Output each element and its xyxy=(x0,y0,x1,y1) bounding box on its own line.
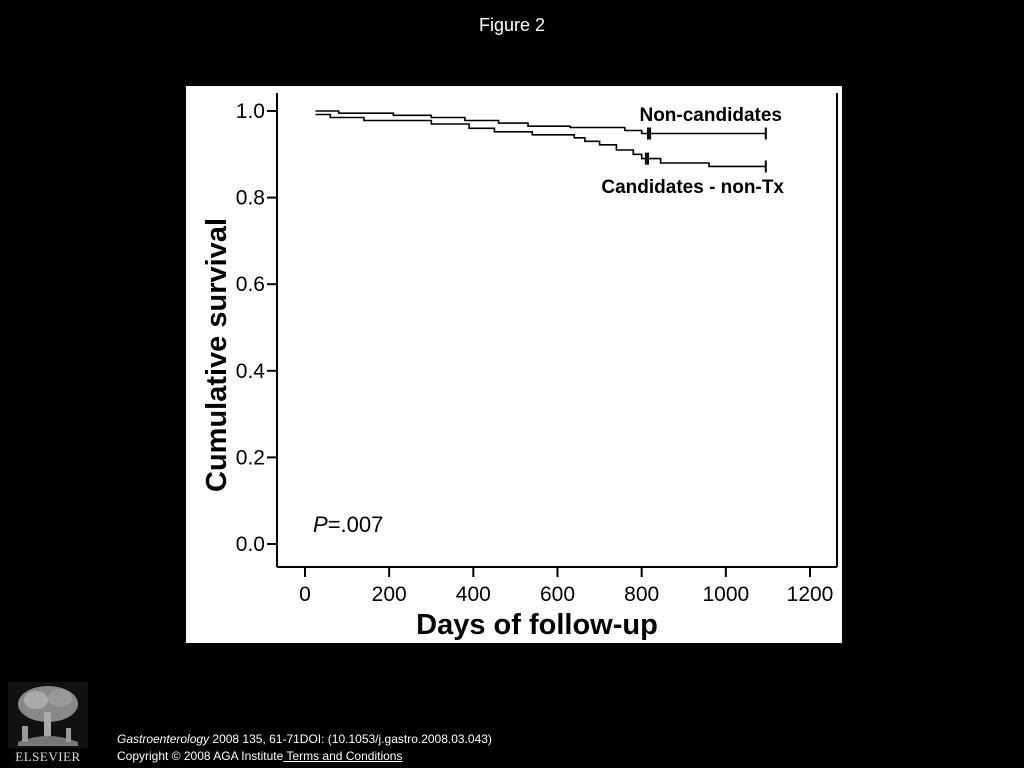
y-tick-label: 0.8 xyxy=(235,186,265,210)
y-tick-label: 0.2 xyxy=(235,446,265,470)
citation-line xyxy=(117,731,492,748)
x-tick-label: 600 xyxy=(539,583,576,606)
x-tick-label: 0 xyxy=(299,583,311,606)
y-tick-label: 0.0 xyxy=(235,533,265,556)
x-tick-label: 400 xyxy=(455,583,491,606)
citation xyxy=(117,731,492,765)
p-value-symbol: P xyxy=(313,512,328,537)
x-tick-label: 200 xyxy=(371,583,407,606)
copyright-line xyxy=(117,748,492,765)
terms-link[interactable]: Terms and Conditions xyxy=(283,749,403,763)
citation-details: 2008 135, 61-71DOI: (10.1053/j.gastro.2008.03.043) xyxy=(209,732,492,746)
y-axis-title: Cumulative survival xyxy=(201,218,233,492)
figure-title: Figure 2 xyxy=(478,15,546,35)
elsevier-logo xyxy=(8,682,88,764)
p-value-number: =.007 xyxy=(327,512,384,537)
x-axis-title: Days of follow-up xyxy=(416,609,658,641)
p-value-annotation xyxy=(313,512,383,537)
logo-text: ELSEVIER xyxy=(15,749,81,764)
x-tick-label: 1000 xyxy=(702,583,750,606)
tree-icon xyxy=(18,686,78,746)
y-tick-label: 0.6 xyxy=(235,273,265,297)
x-tick-label: 1200 xyxy=(786,583,834,606)
series-label-non-candidates: Non-candidates xyxy=(639,105,782,126)
y-tick-label: 0.4 xyxy=(235,359,265,383)
citation-journal: Gastroenterology xyxy=(117,732,210,746)
x-tick-label: 800 xyxy=(624,583,660,606)
series-label-candidates-non-tx: Candidates - non-Tx xyxy=(601,177,784,198)
survival-chart xyxy=(186,86,842,643)
chart-panel xyxy=(186,86,842,643)
y-tick-label: 1.0 xyxy=(235,100,265,123)
copyright-text: Copyright © 2008 AGA Institute xyxy=(117,749,284,763)
